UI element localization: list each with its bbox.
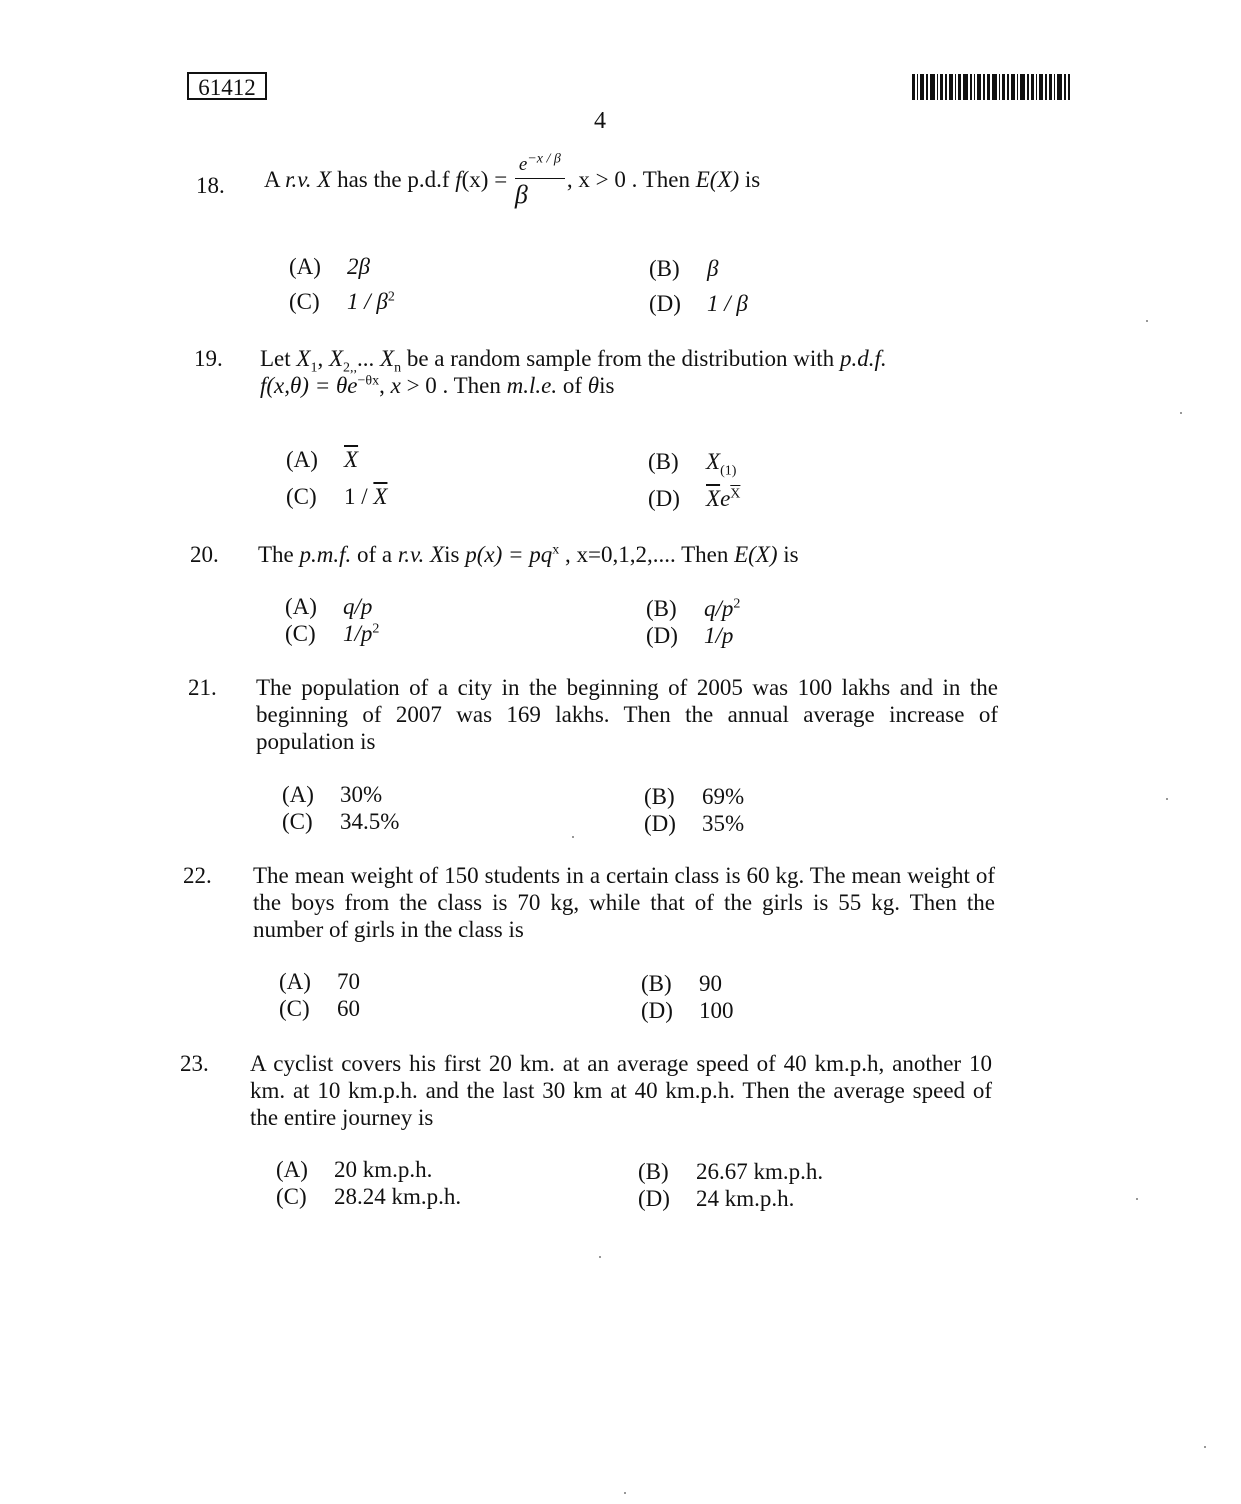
question-number: 20. — [190, 542, 219, 567]
option-b: (B) β — [649, 256, 719, 281]
option-d: (D) 35% — [644, 811, 745, 836]
question-number: 19. — [194, 346, 223, 371]
question-number: 22. — [183, 863, 212, 888]
scan-speck — [599, 1256, 601, 1258]
scan-speck — [1166, 798, 1168, 800]
option-c: (C) 28.24 km.p.h. — [276, 1184, 462, 1209]
question-text: A cyclist covers his first 20 km. at an average speed of 40 km.p.h, another 10 km. at 10 km.p.h. and the last 30 km at 40 km.p.h. Then the average speed of the entire journey is — [250, 1051, 992, 1130]
scan-speck — [1204, 1446, 1206, 1448]
question-text: The population of a city in the beginning of 2005 was 100 lakhs and in the beginning of 2007 was 169 lakhs. Then the annual average increase of population is — [256, 675, 998, 754]
option-a: (A) 2β — [289, 254, 370, 279]
question-text: The p.m.f. of a r.v. Xis $p(x) = pq^x$ , x=0,1,2,.... Then E(X) is — [258, 542, 799, 567]
option-a: (A) 70 — [279, 969, 360, 994]
question-text: The mean weight of 150 students in a certain class is 60 kg. The mean weight of the boys from the class is 70 kg, while that of the girls is 55 kg. Then the number of girls in the class is — [253, 863, 995, 942]
option-b: (B) $q/p^2$ — [646, 596, 741, 621]
option-b: (B) $X_{(1)}$ — [648, 449, 737, 479]
option-a: (A) 30% — [282, 782, 383, 807]
paper-code-box: 61412 — [187, 72, 267, 100]
option-c: (C) $1 / \beta^2$ — [289, 289, 395, 314]
option-a: (A) $\overline{X}$ — [286, 447, 359, 472]
option-d: (D) $\overline{X}e^{\overline{X}}$ — [648, 486, 741, 511]
option-c: (C) $1 / \overline{X}$ — [286, 484, 388, 509]
scan-speck — [624, 1492, 626, 1494]
fraction: $\frac{e^{-x / \beta}}{\beta}$ — [515, 152, 565, 211]
option-d: (D) 1/p — [646, 623, 734, 648]
barcode — [912, 74, 1070, 100]
option-c: (C) 34.5% — [282, 809, 400, 834]
question-text: Let $X_1$, $X_{2,,}$... $X_n$ be a random sample from the distribution with p.d.f. $f(x,\theta) = \theta e^{-\theta x}$, x > 0 . Then m.l.e. of θis — [260, 346, 887, 398]
option-d: (D) 1 / β — [649, 291, 748, 316]
question-text: A r.v. X has the p.d.f f(x) = $\frac{e^{-x / \beta}}{\beta}$ , x > 0 . Then E(X) is — [264, 151, 761, 209]
option-a: (A) 20 km.p.h. — [276, 1157, 433, 1182]
option-a: (A) q/p — [285, 594, 373, 619]
question-number: 23. — [180, 1051, 209, 1076]
option-c: (C) 60 — [279, 996, 360, 1021]
question-number: 21. — [188, 675, 217, 700]
question-number: 18. — [196, 173, 225, 198]
option-b: (B) 90 — [641, 971, 722, 996]
scan-speck — [1146, 320, 1148, 322]
option-b: (B) 26.67 km.p.h. — [638, 1159, 824, 1184]
scan-speck — [572, 836, 574, 838]
option-d: (D) 24 km.p.h. — [638, 1186, 795, 1211]
scan-speck — [1136, 1198, 1138, 1200]
option-b: (B) 69% — [644, 784, 745, 809]
page-number: 4 — [594, 108, 606, 134]
option-d: (D) 100 — [641, 998, 734, 1023]
scan-speck — [1180, 412, 1182, 414]
option-c: (C) $1/p^2$ — [285, 621, 380, 646]
